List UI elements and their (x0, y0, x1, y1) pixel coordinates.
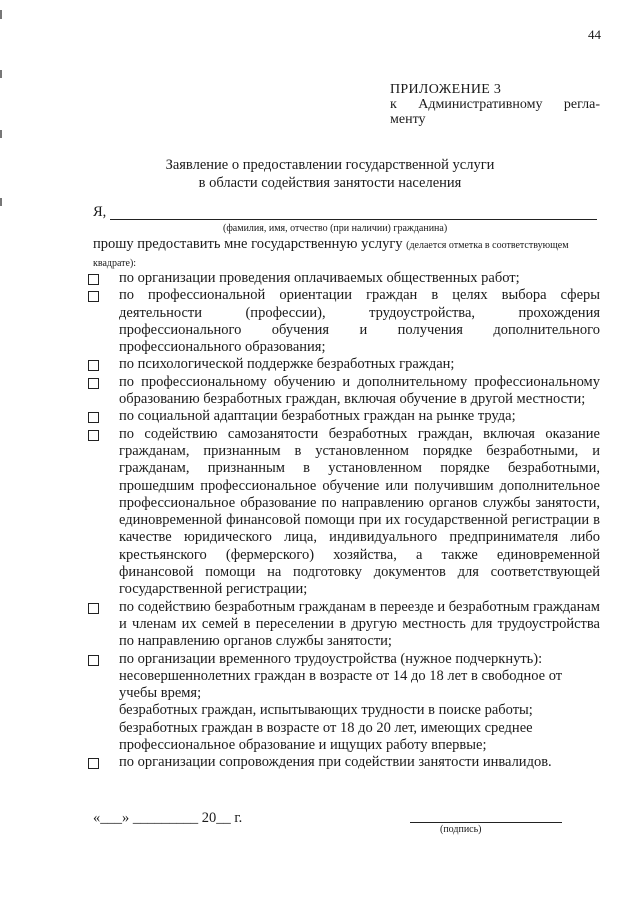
temp-employment-subitem[interactable]: несовершеннолетних граждан в возрасте от 14 до 18 лет в свободное от учебы время; (119, 667, 563, 702)
service-options (88, 270, 600, 772)
list-item: по профессиональной ориентации граждан в целях выбора сферы деятельности (профессии), трудоустройства, прохождения профессионального обучения и получения дополнительного профессионального образования; (88, 287, 600, 356)
option-checkbox[interactable] (88, 360, 99, 371)
option-checkbox[interactable] (88, 274, 99, 285)
option-checkbox[interactable] (88, 378, 99, 389)
applicant-name-field[interactable] (110, 219, 597, 220)
signature-caption: (подпись) (440, 824, 482, 835)
list-item: по организации временного трудоустройства (нужное подчеркнуть): (88, 651, 600, 668)
annex-title: ПРИЛОЖЕНИЕ 3 (390, 82, 502, 97)
scan-mark (0, 130, 2, 138)
request-note: (делается отметка в соответствующем квадрате): (93, 240, 569, 269)
signature-field[interactable] (410, 822, 562, 823)
list-item: по организации сопровождения при содействии занятости инвалидов. (88, 754, 600, 771)
form-title: Заявление о предоставлении государственной услуги в области содействия занятости населения (165, 157, 495, 191)
option-checkbox[interactable] (88, 291, 99, 302)
list-item: по психологической поддержке безработных граждан; (88, 356, 600, 373)
option-checkbox[interactable] (88, 603, 99, 614)
option-checkbox[interactable] (88, 655, 99, 666)
temp-employment-subitem[interactable]: безработных граждан, испытывающих трудности в поиске работы; (119, 702, 533, 719)
annex-header (390, 82, 600, 127)
option-checkbox[interactable] (88, 430, 99, 441)
request-text: прошу предоставить мне государственную услугу (делается отметка в соответствующем квадрате): (93, 236, 569, 269)
temp-employment-subitem[interactable]: безработных граждан в возрасте от 18 до 20 лет, имеющих среднее профессиональное образование и ищущих работу впервые; (119, 719, 533, 754)
annex-line: менту (390, 112, 426, 127)
applicant-name-caption: (фамилия, имя, отчество (при наличии) гражданина) (223, 223, 448, 234)
list-item: по содействию безработным гражданам в переезде и безработным гражданам и членам их семей в переселении в другую местность для трудоустройства по направлению органов службы занятости; (88, 599, 600, 651)
list-item: по содействию самозанятости безработных граждан, включая оказание гражданам, признанным в установленном порядке безработными, и гражданам, признанным в установленном порядке безработными, прошедшим профессиональное обучение или получившим дополнительное профессиональное образование по направлению органов службы занятости, единовременной финансовой помощи при их государственной регистрации в качестве юридического лица, индивидуального предпринимателя либо крестьянского (фермерского) хозяйства, а также единовременной финансовой помощи на подготовку документов для соответствующей государственной регистрации; (88, 426, 600, 599)
date-field[interactable]: «___» _________ 20__ г. (93, 810, 243, 826)
page-number: 44 (588, 27, 601, 42)
applicant-prefix: Я, (93, 204, 107, 220)
scan-mark (0, 198, 2, 206)
option-checkbox[interactable] (88, 412, 99, 423)
list-item: по социальной адаптации безработных граждан на рынке труда; (88, 408, 600, 425)
annex-line: к Административному регла- (390, 97, 600, 112)
scan-mark (0, 70, 2, 78)
scan-mark (0, 10, 2, 19)
list-item: по организации проведения оплачиваемых общественных работ; (88, 270, 600, 287)
list-item: по профессиональному обучению и дополнительному профессиональному образованию безработных граждан, включая обучение в другой местности; (88, 374, 600, 409)
option-checkbox[interactable] (88, 758, 99, 769)
